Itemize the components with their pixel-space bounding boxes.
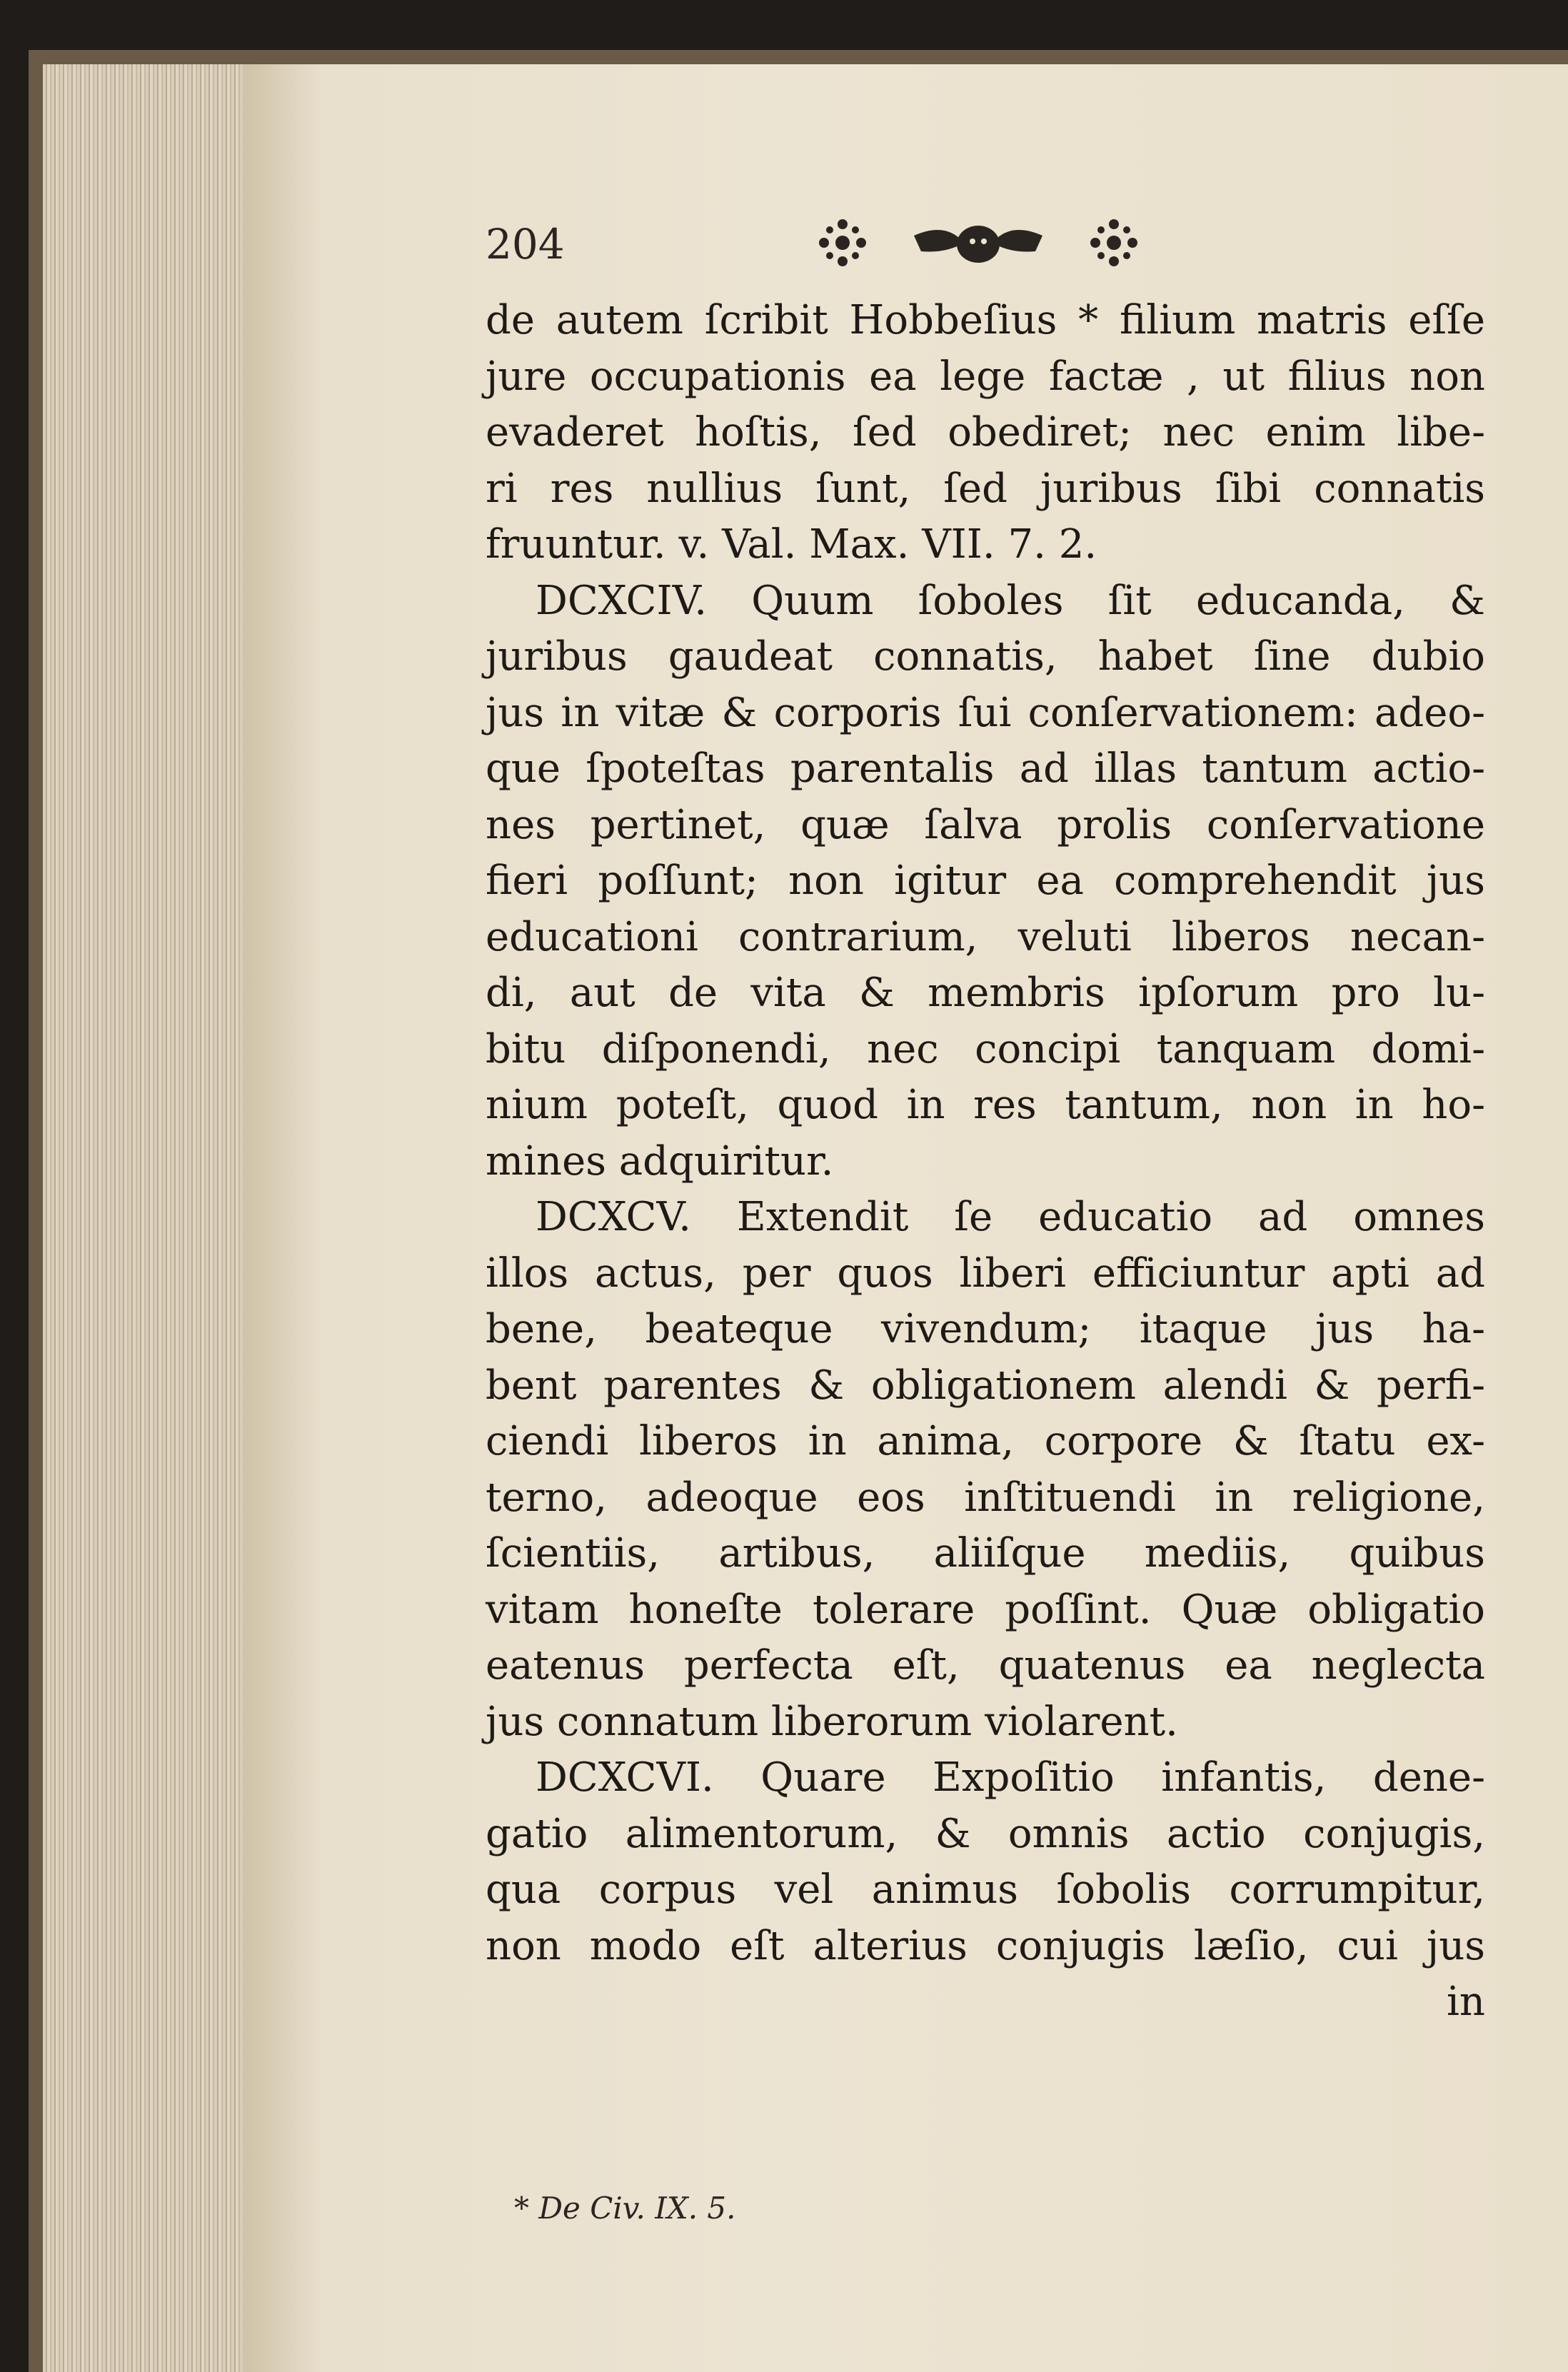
text-line: ciendi liberos in anima, corpore & ſtatu ex- [486, 1418, 1485, 1464]
text-line: qua corpus vel animus ſobolis corrumpitur, [486, 1866, 1485, 1913]
text-line: educationi contrarium, veluti liberos necan- [486, 913, 1485, 960]
text-line: eatenus perfecta eſt, quatenus ea neglecta [486, 1642, 1485, 1689]
paragraph-start: DCXCIV. Quum ſoboles ſit educanda, & [536, 577, 1485, 624]
text-line: de autem ſcribit Hobbeſius * filium matris eſſe [486, 297, 1485, 343]
text-line: non modo eſt alterius conjugis læſio, cui jus [486, 1922, 1485, 1969]
text-line: vitam honeſte tolerare poſſint. Quæ obligatio [486, 1586, 1485, 1633]
footnote: * De Civ. IX. 5. [514, 2191, 736, 2226]
text-line: jus connatum liberorum violarent. [486, 1698, 1178, 1745]
text-line: bitu diſponendi, nec concipi tanquam domi- [486, 1025, 1485, 1072]
text-line: jus in vitæ & corporis ſui conſervationem: adeo- [486, 689, 1485, 736]
text-line: fieri poſſunt; non igitur ea comprehendit jus [486, 858, 1485, 904]
page-number: 204 [486, 220, 565, 268]
text-line: nes pertinet, quæ ſalva prolis conſervatione [486, 801, 1485, 848]
page-header [486, 214, 1485, 278]
text-line: gatio alimentorum, & omnis actio conjugis, [486, 1810, 1485, 1857]
text-line: terno, adeoque eos inſtituendi in religione, [486, 1474, 1485, 1521]
text-line: illos actus, per quos liberi efficiuntur apti ad [486, 1250, 1485, 1297]
text-line: bent parentes & obligationem alendi & perfi- [486, 1362, 1485, 1409]
text-line: evaderet hoſtis, ſed obediret; nec enim libe- [486, 409, 1485, 456]
text-line: fruuntur. v. Val. Max. VII. 7. 2. [486, 521, 1097, 568]
text-line: nium poteſt, quod in res tantum, non in ho- [486, 1082, 1485, 1128]
text-line: ri res nullius ſunt, ſed juribus ſibi connatis [486, 465, 1485, 512]
text-line: que ſpoteſtas parentalis ad illas tantum actio- [486, 745, 1485, 792]
text-line: juribus gaudeat connatis, habet ſine dubio [486, 633, 1485, 680]
text-line: di, aut de vita & membris ipſorum pro lu- [486, 970, 1485, 1016]
paragraph-start: DCXCV. Extendit ſe educatio ad omnes [536, 1194, 1485, 1240]
page-edges [43, 64, 257, 2372]
text-line: mines adquiritur. [486, 1137, 834, 1185]
text-line: jure occupationis ea lege factæ , ut filius non [486, 353, 1485, 400]
paragraph-start: DCXCVI. Quare Expoſitio infantis, dene- [536, 1754, 1485, 1801]
text-line: ſcientiis, artibus, aliiſque mediis, quibus [486, 1530, 1485, 1577]
text-line: bene, beateque vivendum; itaque jus ha- [486, 1306, 1485, 1352]
catchword: in [1447, 1979, 1485, 2025]
ornament-icon [807, 214, 1150, 271]
page-body [486, 293, 1485, 2031]
